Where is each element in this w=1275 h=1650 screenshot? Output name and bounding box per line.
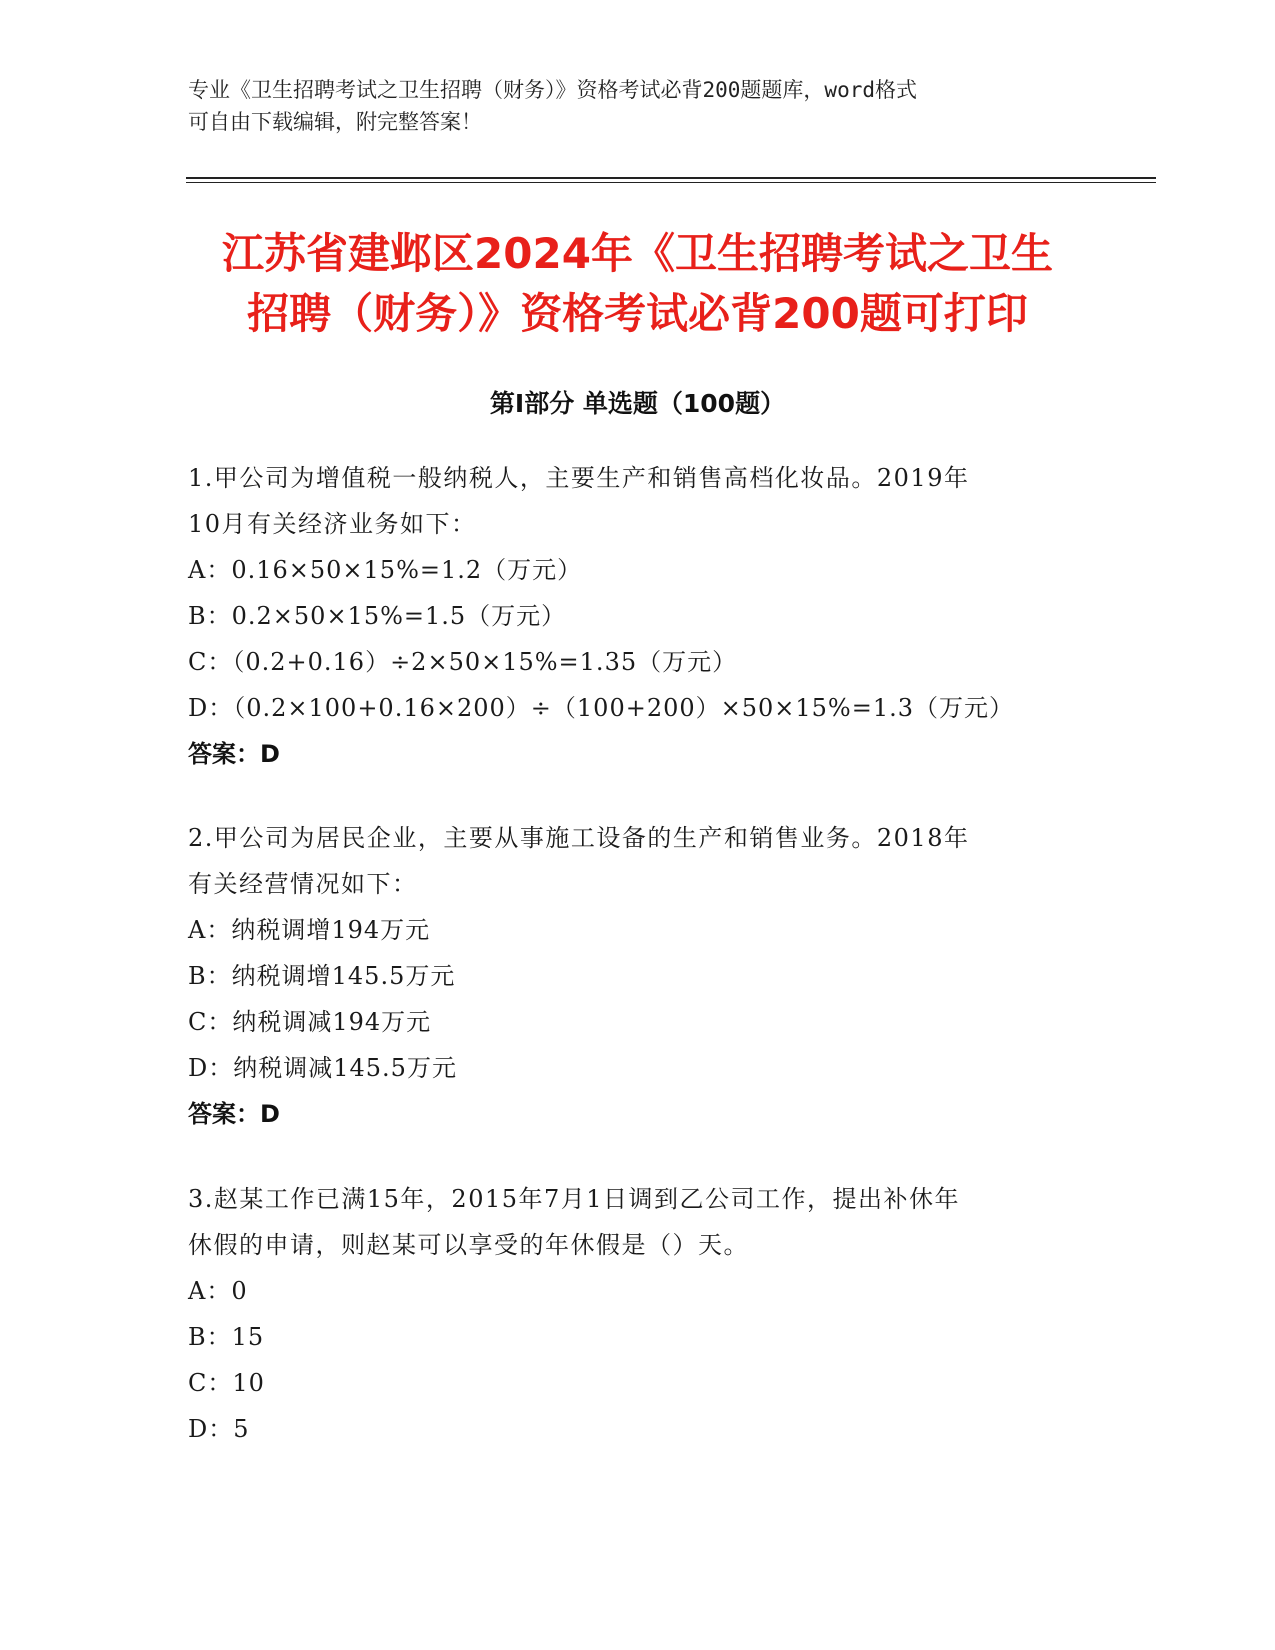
option-d: D：（0.2×100+0.16×200）÷（100+200）×50×15%=1.3（万元） [188,694,1015,722]
option-b: B：0.2×50×15%=1.5（万元） [188,602,567,630]
document-title-line: 招聘（财务）》资格考试必背200题可打印 [247,289,1028,338]
header-divider-thick [186,177,1156,179]
option-c: C：10 [188,1369,265,1397]
question-2 [188,815,1088,1137]
question-stem-line: 3.赵某工作已满15年，2015年7月1日调到乙公司工作，提出补休年 [188,1185,961,1213]
question-stem [188,455,1088,547]
document-title-line: 江苏省建邺区2024年《卫生招聘考试之卫生 [222,229,1053,278]
answer: 答案：D [188,740,280,768]
option-c: C：纳税调减194万元 [188,1008,432,1036]
option-c: C：（0.2+0.16）÷2×50×15%=1.35（万元） [188,648,738,676]
header-divider-thin [186,182,1156,183]
question-stem [188,1176,1088,1268]
option-b: B：15 [188,1323,265,1351]
option-a: A：纳税调增194万元 [188,916,431,944]
header-note [188,74,1068,138]
question-stem-line: 休假的申请，则赵某可以享受的年休假是（）天。 [188,1231,749,1259]
option-d: D：纳税调减145.5万元 [188,1054,457,1082]
question-stem [188,815,1088,907]
option-a: A：0.16×50×15%=1.2（万元） [188,556,583,584]
question-3 [188,1176,1088,1452]
question-1 [188,455,1088,777]
answer: 答案：D [188,1100,280,1128]
question-stem-line: 2.甲公司为居民企业，主要从事施工设备的生产和销售业务。2018年 [188,824,970,852]
header-note-line: 专业《卫生招聘考试之卫生招聘（财务）》资格考试必背200题题库，word格式 [188,78,917,102]
question-stem-line: 10月有关经济业务如下： [188,510,477,538]
header-note-line: 可自由下载编辑，附完整答案！ [188,110,482,134]
option-a: A：0 [188,1277,248,1305]
section-title: 第Ⅰ部分 单选题（100题） [489,389,786,418]
question-stem-line: 有关经营情况如下： [188,870,418,898]
option-d: D：5 [188,1415,250,1443]
question-stem-line: 1.甲公司为增值税一般纳税人，主要生产和销售高档化妆品。2019年 [188,464,970,492]
option-b: B：纳税调增145.5万元 [188,962,456,990]
document-title [140,224,1135,344]
